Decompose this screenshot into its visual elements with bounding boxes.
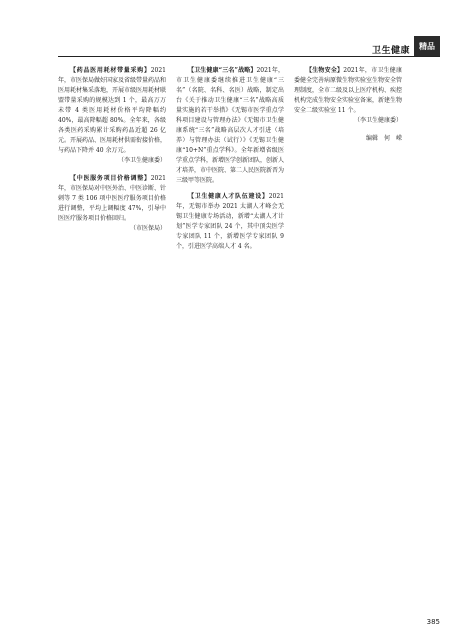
article-body: 2021年，市卫生健康委继续推进卫生健康“三名”（名院、名科、名医）战略，制定出台《关于推动卫生健康“三名”战略高质量实施的若干举措》《无锡市医学重点学科项目建设与管理办法》《无锡市卫生健康系统“三名”战略高层次人才引进（培养）与管理办法（试行）》《无锡卫生健康“10+N”重点学科》。全年新增省级医学重点学科，新增医学创新团队，创新人才培养，市中医院、第二人民医院新晋为三级甲等医院。: [176, 67, 285, 184]
column-2: [176, 66, 284, 258]
column-1: [58, 66, 166, 242]
article-title: 【药品医用耗材带量采购】: [70, 67, 151, 74]
editor-credit: 编辑 何 嵘: [365, 135, 402, 142]
header-rule: [58, 56, 440, 57]
article-source: （李卫生健康委）: [353, 117, 402, 124]
section-title: 卫生健康: [371, 46, 410, 56]
article-procurement: [58, 66, 166, 166]
column-3: [294, 66, 402, 144]
article-body: 2021年，市医保局对中医外治、中医诊断、针刺等 7 类 106 项中医医疗服务项目价格进行调整，平均上调幅度 47%，引导中医医疗服务项目价格回归。: [58, 175, 167, 222]
article-three-famous: [176, 66, 284, 186]
article-body: 2021年，市医保局做好国家及省级带量药品和医用耗材集采落地，开展市级医用耗材联盟带量采购的规模达到 1 个，最高万万未带 4 类医用耗材价格平均降幅约 40%，最高降幅超 80%。全年来，各级各类医药采购累计采购药品近超 26 亿元。开展药品、医用耗材供需衔接价格，与药品下降并 40 余万元。: [58, 67, 167, 154]
page-number: 385: [426, 618, 440, 626]
article-title: 【生物安全】: [306, 67, 344, 74]
article-talent: [176, 192, 284, 252]
article-title: 【卫生健康人才队伍建设】: [188, 193, 269, 200]
article-title: 【卫生健康“三名”战略】: [188, 67, 257, 74]
article-body: 2021年，无锡市举办 2021 太湖人才峰会无锡卫生健康专场活动，新增“太湖人才计划”医学专家团队 24 个，其中顶尖医学专家团队 11 个，新增医学专家团队 9 个，引进医学高端人才 4 名。: [176, 193, 284, 250]
article-biosafety: [294, 66, 402, 126]
article-source: （市医保局）: [129, 225, 166, 232]
article-source: （李卫生健康委）: [117, 157, 166, 164]
article-body: 2021年，市卫生健康委健全完善病原微生物实验室生物安全管理制度，全市二级及以上医疗机构、疾控机构完成生物安全实验室备案，新建生物安全二级实验室 11 个。: [294, 67, 403, 114]
page-header: [0, 0, 468, 62]
magazine-logo: 精品: [414, 36, 440, 56]
article-tcm-pricing: [58, 174, 166, 234]
article-title: 【中医服务项目价格调整】: [70, 175, 151, 182]
